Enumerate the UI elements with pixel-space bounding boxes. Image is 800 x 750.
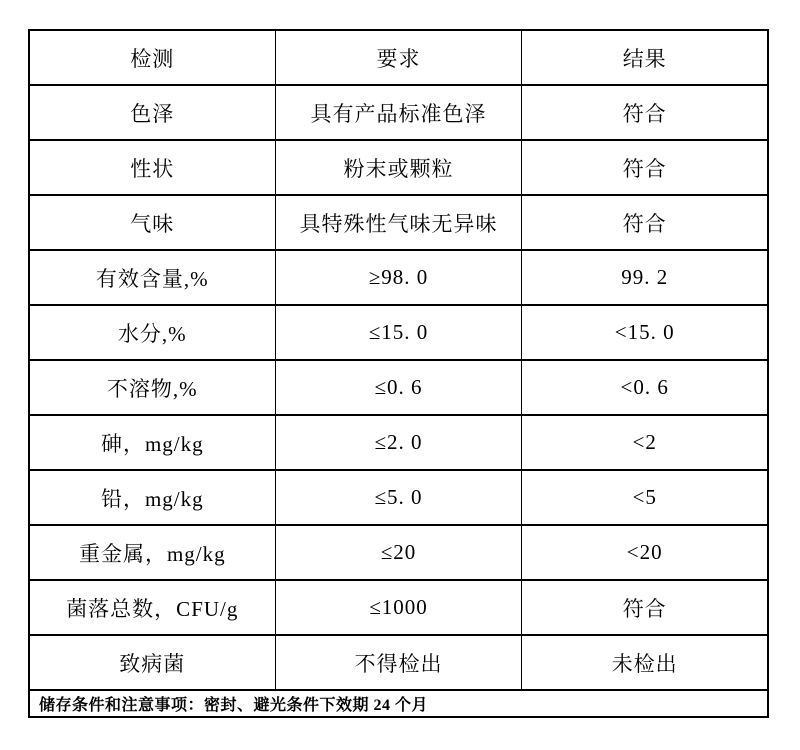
table-row [29, 250, 768, 305]
table-row [29, 470, 768, 525]
requirement-cell: 粉末或颗粒 [275, 140, 522, 195]
requirement-cell: ≤1000 [275, 580, 522, 635]
result-cell: <2 [522, 415, 768, 470]
footer-row [29, 690, 768, 717]
table-row [29, 85, 768, 140]
result-cell: 符合 [522, 580, 768, 635]
header-item: 检测 [29, 30, 275, 85]
header-requirement: 要求 [275, 30, 522, 85]
result-cell: <15. 0 [522, 305, 768, 360]
item-cell: 菌落总数，CFU/g [29, 580, 275, 635]
table-body [29, 85, 768, 690]
table-row [29, 305, 768, 360]
table-row [29, 635, 768, 690]
item-cell: 砷，mg/kg [29, 415, 275, 470]
result-cell: <0. 6 [522, 360, 768, 415]
table-row [29, 415, 768, 470]
header-result: 结果 [522, 30, 768, 85]
item-cell: 性状 [29, 140, 275, 195]
item-cell: 有效含量,% [29, 250, 275, 305]
result-cell: 未检出 [522, 635, 768, 690]
storage-note: 储存条件和注意事项：密封、避光条件下效期 24 个月 [29, 690, 768, 717]
result-cell: <5 [522, 470, 768, 525]
item-cell: 铅，mg/kg [29, 470, 275, 525]
item-cell: 气味 [29, 195, 275, 250]
item-cell: 水分,% [29, 305, 275, 360]
result-cell: 符合 [522, 85, 768, 140]
result-cell: <20 [522, 525, 768, 580]
requirement-cell: ≤2. 0 [275, 415, 522, 470]
item-cell: 色泽 [29, 85, 275, 140]
requirement-cell: 不得检出 [275, 635, 522, 690]
item-cell: 重金属，mg/kg [29, 525, 275, 580]
requirement-cell: 具有产品标准色泽 [275, 85, 522, 140]
table-row [29, 140, 768, 195]
item-cell: 不溶物,% [29, 360, 275, 415]
table-row [29, 195, 768, 250]
inspection-table [28, 29, 769, 718]
item-cell: 致病菌 [29, 635, 275, 690]
requirement-cell: ≤0. 6 [275, 360, 522, 415]
table-row [29, 580, 768, 635]
table-row [29, 360, 768, 415]
result-cell: 符合 [522, 140, 768, 195]
result-cell: 99. 2 [522, 250, 768, 305]
requirement-cell: ≥98. 0 [275, 250, 522, 305]
requirement-cell: ≤20 [275, 525, 522, 580]
requirement-cell: ≤15. 0 [275, 305, 522, 360]
table-row [29, 525, 768, 580]
header-row [29, 30, 768, 85]
requirement-cell: ≤5. 0 [275, 470, 522, 525]
requirement-cell: 具特殊性气味无异味 [275, 195, 522, 250]
result-cell: 符合 [522, 195, 768, 250]
